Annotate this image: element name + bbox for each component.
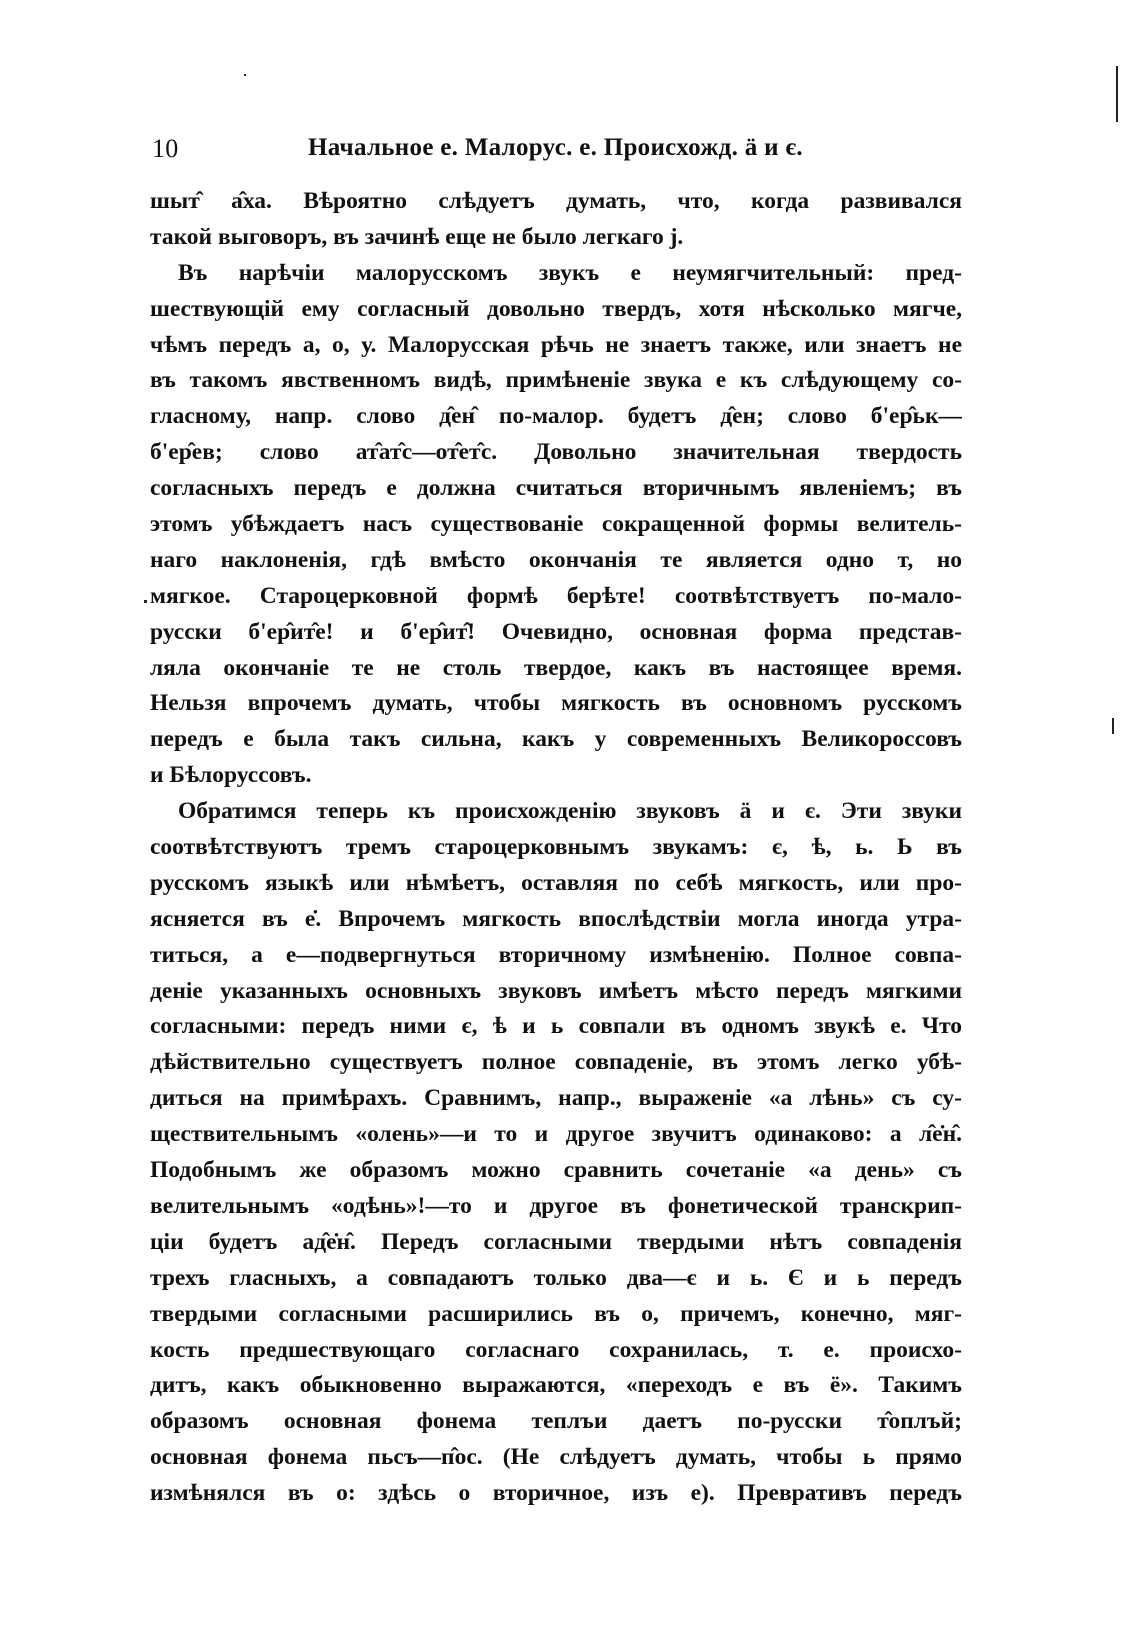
text-line: трехъ гласныхъ, а совпадаютъ только два—є и ь. Є и ь передъ bbox=[150, 1264, 962, 1291]
text-line: ляла окончаніе те не столь твердое, какъ въ настоящее время. bbox=[150, 654, 962, 681]
text-line: этомъ убѣждаетъ насъ существованіе сокращенной формы велитель- bbox=[150, 511, 962, 538]
text-line: шествующій ему согласный довольно твердъ, хотя нѣсколько мягче, bbox=[150, 295, 962, 322]
running-head bbox=[150, 128, 962, 172]
text-line: кость предшествующаго согласнаго сохранилась, т. е. происхо- bbox=[150, 1336, 962, 1363]
text-line: Въ нарѣчіи малорусскомъ звукъ е неумягчительный: пред- bbox=[178, 259, 962, 286]
text-line: наго наклоненія, гдѣ вмѣсто окончанія те является одно т, но bbox=[150, 546, 962, 573]
body-text bbox=[150, 184, 962, 1512]
text-line: ясняется въ е̇. Впрочемъ мягкость впослѣдствіи могла иногда утра- bbox=[150, 905, 962, 932]
text-line: гласному, напр. слово д̂ен̂ по-малор. будетъ д̂ен; слово б'ер̂ьк— bbox=[150, 403, 962, 430]
text-line: б'ер̂ев; слово ат̂ат̂с—от̂ет̂с. Довольно значительная твердость bbox=[150, 439, 962, 466]
text-line: мягкое. Староцерковной формѣ берѣте! соотвѣтствуетъ по-мало- bbox=[150, 582, 962, 609]
text-line: дитъ, какъ обыкновенно выражаются, «переходъ е въ ё». Такимъ bbox=[150, 1372, 962, 1399]
text-line: измѣнялся въ о: здѣсь о вторичное, изъ е). Превративъ передъ bbox=[150, 1480, 962, 1507]
text-line: въ такомъ явственномъ видѣ, примѣненіе звука е къ слѣдующему со- bbox=[150, 367, 962, 394]
text-line: согласныхъ передъ е должна считаться вторичнымъ явленіемъ; въ bbox=[150, 475, 962, 502]
text-line: русскомъ языкѣ или нѣмѣетъ, оставляя по себѣ мягкость, или про- bbox=[150, 869, 962, 896]
text-line: титься, а е—подвергнуться вторичному измѣненію. Полное совпа- bbox=[150, 941, 962, 968]
text-line: такой выговоръ, въ зачинѣ еще не было легкаго j. bbox=[150, 223, 684, 250]
text-line: чѣмъ передъ а, о, у. Малорусская рѣчь не знаетъ также, или знаетъ не bbox=[150, 331, 962, 358]
text-line: русски б'ер̂ит̂е! и б'ер̂ит̂! Очевидно, основная форма представ- bbox=[150, 618, 962, 645]
text-line: шыт̂ а̂ха. Вѣроятно слѣдуетъ думать, что, когда развивался bbox=[150, 188, 962, 214]
text-line: ществительнымъ «олень»—и то и другое звучитъ одинаково: а л̂е̇н̂. bbox=[150, 1121, 962, 1148]
running-title: Начальное е. Малорус. е. Происхожд. ä и є. bbox=[308, 134, 803, 161]
text-line: Нельзя впрочемъ думать, чтобы мягкость въ основномъ русскомъ bbox=[150, 690, 962, 717]
print-speck bbox=[244, 74, 246, 76]
text-line: передъ е была такъ сильна, какъ у современныхъ Великороссовъ bbox=[150, 726, 962, 753]
book-page bbox=[150, 128, 962, 1507]
print-speck bbox=[144, 600, 147, 603]
text-line: дѣйствительно существуетъ полное совпаденіе, въ этомъ легко убѣ- bbox=[150, 1049, 962, 1076]
text-line: ціи будетъ ад̂е̇н̂. Передъ согласными твердыми нѣтъ совпаденія bbox=[150, 1228, 962, 1255]
text-line: основная фонема пьсъ—п̂ос. (Не слѣдуетъ думать, чтобы ь прямо bbox=[150, 1444, 962, 1471]
text-line: деніе указанныхъ основныхъ звуковъ имѣетъ мѣсто передъ мягкими bbox=[150, 977, 962, 1004]
margin-tick-mark bbox=[1112, 718, 1114, 734]
text-line: Подобнымъ же образомъ можно сравнить сочетаніе «а день» съ bbox=[150, 1157, 962, 1184]
page-number: 10 bbox=[152, 134, 179, 163]
text-line: согласными: передъ ними є, ѣ и ь совпали въ одномъ звукѣ е. Что bbox=[150, 1013, 962, 1040]
text-line: диться на примѣрахъ. Сравнимъ, напр., выраженіе «а лѣнь» съ су- bbox=[150, 1085, 962, 1112]
text-line: велительнымъ «одѣнь»!—то и другое въ фонетической транскрип- bbox=[150, 1192, 962, 1219]
text-line: твердыми согласными расширились въ о, причемъ, конечно, мяг- bbox=[150, 1300, 962, 1327]
text-line: соотвѣтствуютъ тремъ староцерковнымъ звукамъ: є, ѣ, ь. Ь въ bbox=[150, 834, 962, 861]
text-line: и Бѣлоруссовъ. bbox=[150, 762, 312, 789]
margin-rule-mark bbox=[1116, 66, 1118, 122]
text-line: Обратимся теперь къ происхожденію звуковъ ä и є. Эти звуки bbox=[178, 798, 962, 825]
text-line: образомъ основная фонема теплъи даетъ по-русски т̂оплъй; bbox=[150, 1408, 962, 1435]
